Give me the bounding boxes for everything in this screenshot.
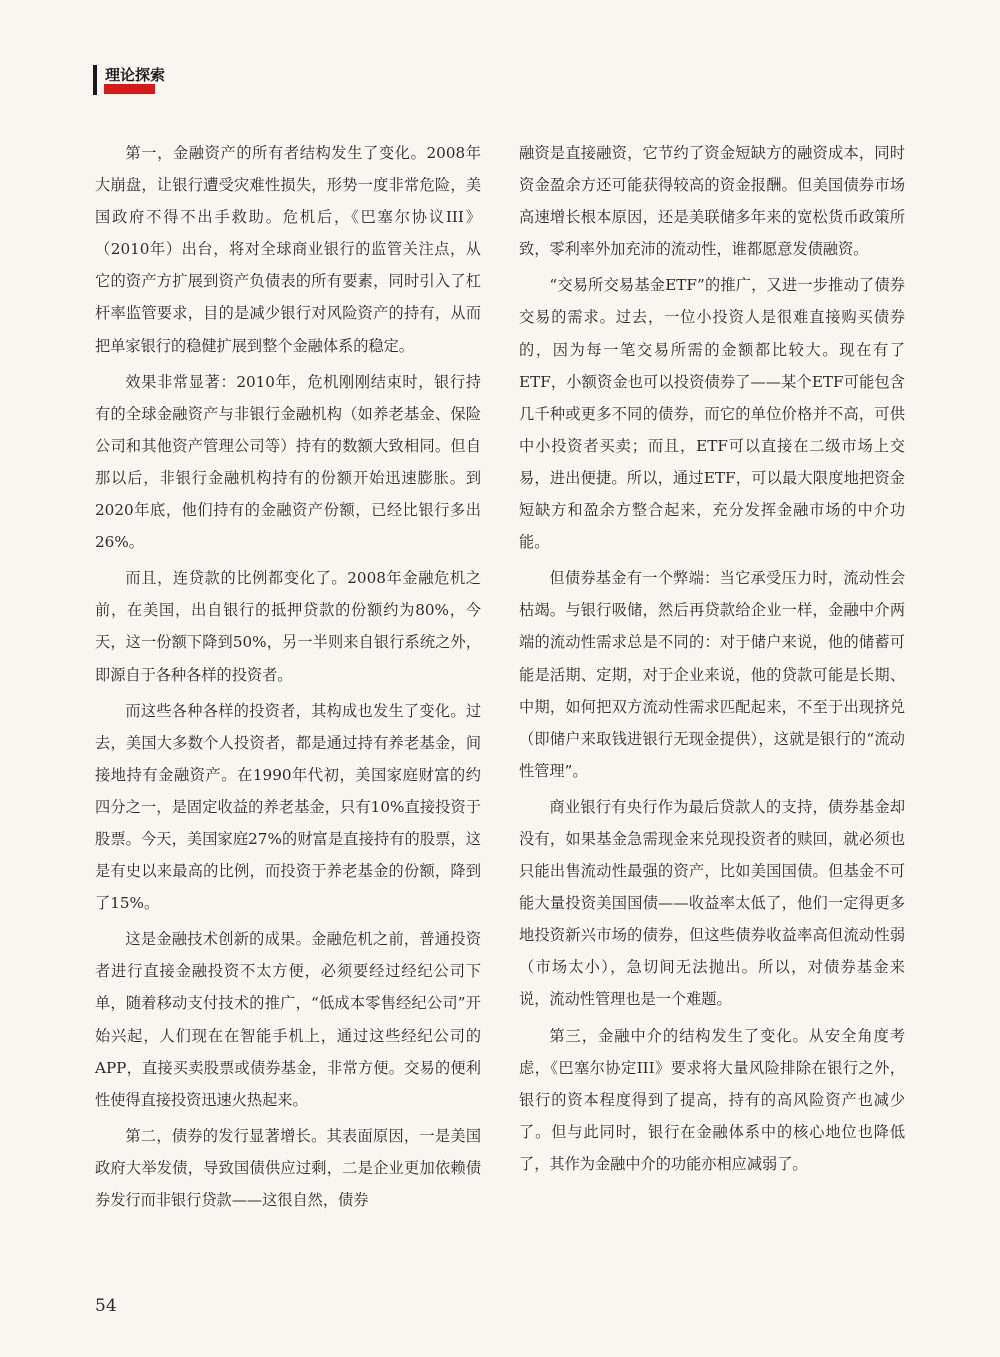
header-black-bar — [93, 65, 97, 95]
paragraph: 第一，金融资产的所有者结构发生了变化。2008年大崩盘，让银行遭受灾难性损失，形势一度非常危险，美国政府不得不出手救助。危机后，《巴塞尔协议III》（2010年）出台，将对全球商业银行的监管关注点，从它的资产方扩展到资产负债表的所有要素，同时引入了杠杆率监管要求，目的是减少银行对风险资产的持有，从而把单家银行的稳健扩展到整个金融体系的稳定。 — [95, 144, 481, 355]
page-number: 54 — [95, 1296, 117, 1316]
paragraph: 商业银行有央行作为最后贷款人的支持，债券基金却没有，如果基金急需现金来兑现投资者的赎回，就必须也只能出售流动性最强的资产，比如美国国债。但基金不可能大量投资美国国债——收益率太低了，他们一定得更多地投资新兴市场的债券，但这些债券收益率高但流动性弱（市场太小），急切间无法抛出。所以，对债券基金来说，流动性管理也是一个难题。 — [519, 797, 905, 1009]
paragraph: 而这些各种各样的投资者，其构成也发生了变化。过去，美国大多数个人投资者，都是通过持有养老基金，间接地持有金融资产。在1990年代初，美国家庭财富的约四分之一，是固定收益的养老基金，只有10%直接投资于股票。今天，美国家庭27%的财富是直接持有的股票，这是有史以来最高的比例，而投资于养老基金的份额，降到了15%。 — [95, 701, 481, 913]
paragraph: 第三，金融中介的结构发生了变化。从安全角度考虑，《巴塞尔协定III》要求将大量风险排除在银行之外，银行的资本程度得到了提高，持有的高风险资产也减少了。但与此同时，银行在金融体系中的核心地位也降低了，其作为金融中介的功能亦相应减弱了。 — [519, 1026, 905, 1173]
section-header — [93, 62, 173, 96]
left-column — [95, 137, 481, 1220]
paragraph: 而且，连贷款的比例都变化了。2008年金融危机之前，在美国，出自银行的抵押贷款的份额约为80%，今天，这一份额下降到50%，另一半则来自银行系统之外，即源自于各种各样的投资者。 — [95, 569, 481, 684]
paragraph-continued: 融资是直接融资，它节约了资金短缺方的融资成本，同时资金盈余方还可能获得较高的资金报酬。但美国债券市场高速增长根本原因，还是美联储多年来的宽松货币政策所致，零利率外加充沛的流动性，谁都愿意发债融资。 — [519, 144, 905, 259]
paragraph: 第二，债券的发行显著增长。其表面原因，一是美国政府大举发债，导致国债供应过剩，二是企业更加依赖债券发行而非银行贷款——这很自然，债券 — [95, 1126, 481, 1209]
right-column — [519, 137, 905, 1184]
paragraph: 这是金融技术创新的成果。金融危机之前，普通投资者进行直接金融投资不太方便，必须要经过经纪公司下单，随着移动支付技术的推广，“低成本零售经纪公司”开始兴起，人们现在在智能手机上，通过这些经纪公司的APP，直接买卖股票或债券基金，非常方便。交易的便利性使得直接投资迅速火热起来。 — [95, 930, 481, 1109]
section-title: 理论探索 — [105, 66, 166, 84]
paragraph: 但债券基金有一个弊端：当它承受压力时，流动性会枯竭。与银行吸储，然后再贷款给企业一样，金融中介两端的流动性需求总是不同的：对于储户来说，他的储蓄可能是活期、定期，对于企业来说，他的贷款可能是长期、中期，如何把双方流动性需求匹配起来，不至于出现挤兑（即储户来取钱进银行无现金提供），这就是银行的“流动性管理”。 — [519, 569, 905, 780]
header-red-bar — [104, 84, 155, 94]
paragraph: 效果非常显著：2010年，危机刚刚结束时，银行持有的全球金融资产与非银行金融机构（如养老基金、保险公司和其他资产管理公司等）持有的数额大致相同。但自那以后，非银行金融机构持有的份额开始迅速膨胀。到2020年底，他们持有的金融资产份额，已经比银行多出26%。 — [95, 372, 481, 552]
paragraph: “交易所交易基金ETF”的推广，又进一步推动了债券交易的需求。过去，一位小投资人是很难直接购买债券的，因为每一笔交易所需的金额都比较大。现在有了ETF，小额资金也可以投资债券了——某个ETF可能包含几千种或更多不同的债券，而它的单位价格并不高，可供中小投资者买卖；而且，ETF可以直接在二级市场上交易，进出便捷。所以，通过ETF，可以最大限度地把资金短缺方和盈余方整合起来，充分发挥金融市场的中介功能。 — [519, 276, 905, 552]
